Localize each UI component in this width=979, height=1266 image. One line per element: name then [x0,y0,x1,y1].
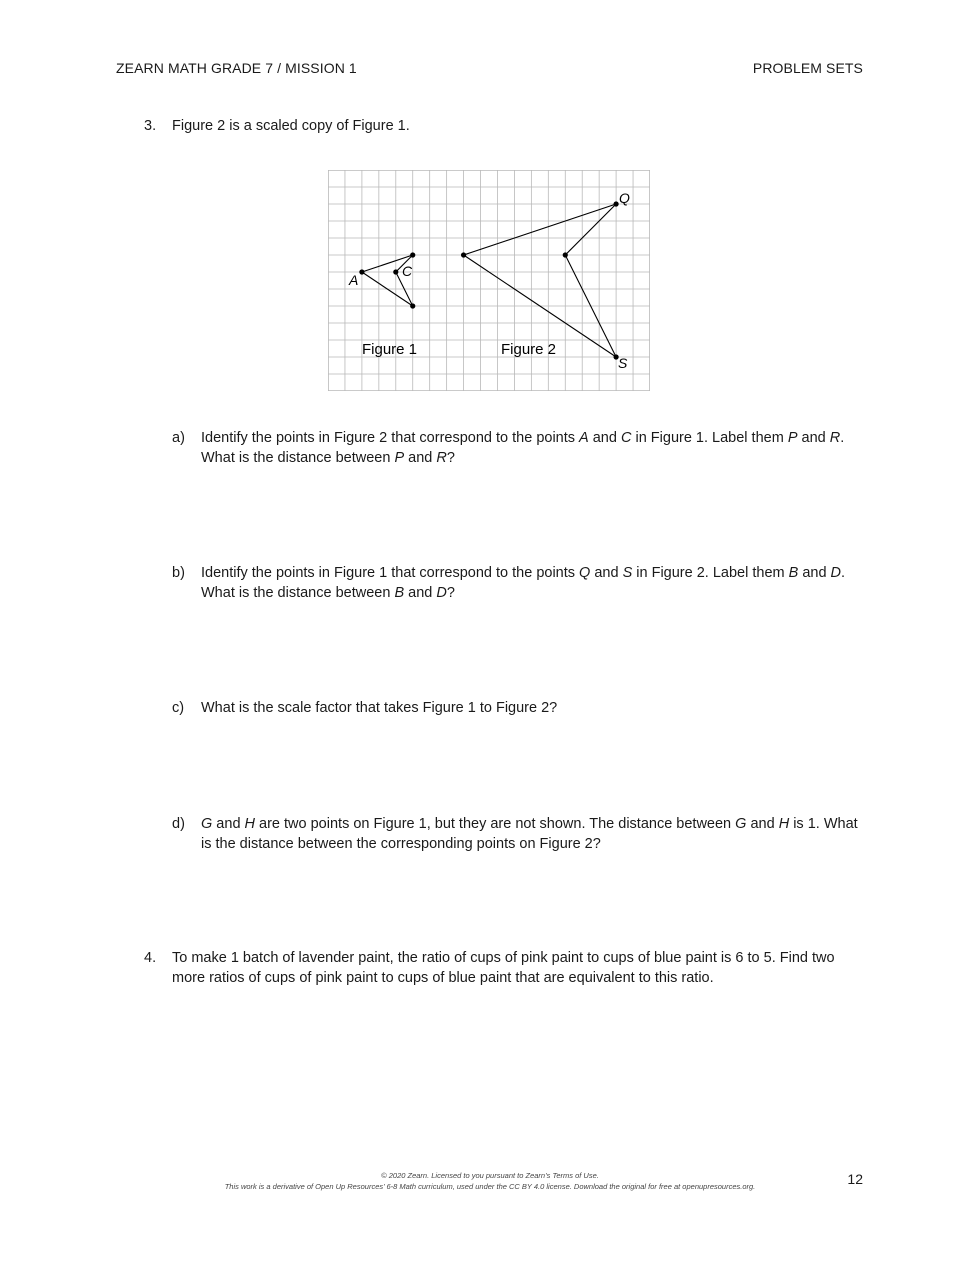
part-c-text: What is the scale factor that takes Figure 1 to Figure 2? [201,700,558,716]
part-b-text: Identify the points in Figure 1 that correspond to the points Q and S in Figure 2. Label them B and D. What is the distance between B and D? [201,565,846,601]
problem-4-text: To make 1 batch of lavender paint, the ratio of cups of pink paint to cups of blue paint is 6 to 5. Find two more ratios of cups of pink paint to cups of blue paint that are equivalent to this ratio. [172,950,835,986]
figure-1-vertex [393,269,398,274]
figure-2-vertex [461,252,466,257]
part-d [172,814,864,854]
scaled-figures-grid [328,170,650,391]
part-a [172,428,864,468]
figure-2-polygon [464,204,617,357]
part-c-label: c) [172,700,185,716]
figure-2-label: Figure 2 [501,341,557,358]
problem-4 [144,948,864,988]
figure-1-vertex [410,303,415,308]
point-label-s: S [618,355,628,371]
part-b [172,563,864,603]
part-b-label: b) [172,565,185,581]
part-a-text: Identify the points in Figure 2 that correspond to the points A and C in Figure 1. Label them P and R. What is the distance between P and R? [201,430,845,466]
problem-3-number: 3. [144,118,157,134]
figure-1-vertex [359,269,364,274]
figure-2-vertex [563,252,568,257]
figure-1-vertex [410,252,415,257]
point-label-q: Q [619,190,630,206]
problem-3 [144,116,864,136]
header-right: PROBLEM SETS [752,60,863,76]
figure-1-label: Figure 1 [362,341,418,358]
figure-2-vertex [614,201,619,206]
problem-4-number: 4. [144,950,157,966]
part-c [172,698,864,718]
page-number: 12 [847,1171,863,1187]
part-a-label: a) [172,430,185,446]
footer-line-1: © 2020 Zearn. Licensed to you pursuant to Zearn’s Terms of Use. [381,1171,599,1180]
part-d-text: G and H are two points on Figure 1, but they are not shown. The distance between G and H is 1. What is the distance between the corresponding points on Figure 2? [201,816,858,852]
footer-license [150,1170,830,1192]
problem-3-text: Figure 2 is a scaled copy of Figure 1. [172,118,410,134]
point-label-c: C [402,263,413,279]
header-left: ZEARN MATH GRADE 7 / MISSION 1 [116,60,357,76]
part-d-label: d) [172,816,185,832]
point-label-a: A [349,272,359,288]
footer-line-2: This work is a derivative of Open Up Resources’ 6-8 Math curriculum, used under the CC BY 4.0 license. Download the original for free at openupresources.org. [224,1182,756,1191]
